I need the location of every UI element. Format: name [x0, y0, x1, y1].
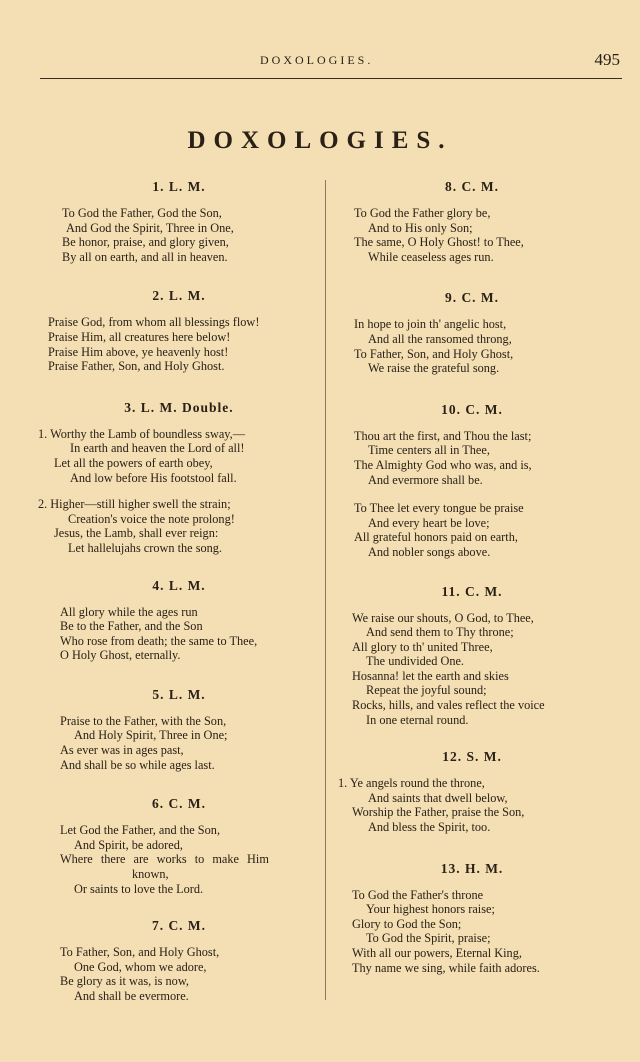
verse-line: And Holy Spirit, Three in One; — [74, 728, 228, 743]
verse-line: Praise Father, Son, and Holy Ghost. — [48, 359, 225, 374]
verse-line: And evermore shall be. — [368, 472, 483, 487]
hymn-heading: 3. L. M. Double. — [124, 399, 234, 415]
page-title: DOXOLOGIES. — [187, 127, 453, 154]
hymn-heading: 11. C. M. — [441, 583, 503, 599]
verse-line: And shall be so while ages last. — [60, 757, 215, 772]
left-column — [38, 175, 320, 1004]
verse-line: Be glory as it was, is now, — [60, 974, 189, 989]
hymn-heading: 7. C. M. — [151, 918, 207, 934]
verse-line: To God the Spirit, praise; — [366, 931, 491, 946]
verse-line: To God the Father's throne — [352, 887, 484, 902]
hymn-heading: 2. L. M. — [152, 288, 206, 304]
page-header — [40, 50, 622, 80]
doxology-6 — [38, 792, 320, 896]
doxology-4 — [38, 574, 320, 663]
verse-line: To Father, Son, and Holy Ghost, — [60, 945, 220, 960]
hymn-heading: 12. S. M. — [442, 749, 502, 765]
page-number: 495 — [594, 50, 620, 69]
verse-line: To Thee let every tongue be praise — [354, 501, 524, 516]
doxology-1 — [38, 175, 320, 264]
verse — [338, 611, 606, 728]
verse — [338, 429, 606, 487]
doxology-2 — [38, 284, 320, 373]
verse — [38, 427, 320, 485]
verse — [338, 776, 606, 834]
verse-line: Rocks, hills, and vales reflect the voice — [352, 698, 545, 713]
hymn-heading: 6. C. M. — [151, 796, 207, 812]
verse-line: We raise the grateful song. — [368, 361, 500, 376]
verse-line: And to His only Son; — [368, 220, 473, 235]
verse-line: O Holy Ghost, eternally. — [60, 648, 181, 663]
verse-line: One God, whom we adore, — [74, 959, 207, 974]
verse — [38, 497, 320, 555]
hymn-heading: 10. C. M. — [441, 401, 503, 417]
doxology-10 — [338, 398, 606, 560]
verse-line: Let God the Father, and the Son, — [60, 823, 221, 838]
verse-line: Who rose from death; the same to Thee, — [60, 633, 258, 648]
verse-line: And every heart be love; — [368, 515, 490, 530]
verse-line: By all on earth, and all in heaven. — [62, 249, 228, 264]
column-divider — [325, 180, 326, 1000]
verse-line: With all our powers, Eternal King, — [352, 946, 522, 960]
doxology-13 — [338, 857, 606, 976]
verse-line: Creation's voice the note prolong! — [68, 511, 235, 526]
doxology-5 — [38, 683, 320, 772]
doxology-9 — [338, 286, 606, 375]
verse-line: Be honor, praise, and glory given, — [62, 235, 229, 250]
verse — [338, 888, 606, 976]
hymn-heading: 13. H. M. — [440, 860, 504, 876]
verse-line: In one eternal round. — [366, 712, 469, 727]
running-head: DOXOLOGIES. — [260, 53, 374, 67]
verse-line: Be to the Father, and the Son — [60, 619, 203, 634]
hymn-heading: 8. C. M. — [444, 179, 500, 194]
verse-line: The Almighty God who was, and is, — [354, 457, 532, 472]
verse — [38, 823, 320, 896]
verse-line: We raise our shouts, O God, to Thee, — [352, 610, 534, 625]
verse-line: Hosanna! let the earth and skies — [352, 668, 509, 683]
verse — [38, 315, 320, 373]
verse-line: 1. Worthy the Lamb of boundless sway,— — [38, 426, 246, 441]
verse-line: The undivided One. — [366, 654, 465, 669]
verse — [338, 501, 606, 559]
hymn-heading: 9. C. M. — [444, 290, 500, 306]
verse — [38, 714, 320, 772]
verse — [38, 945, 320, 1003]
verse-line: As ever was in ages past, — [60, 743, 184, 758]
verse-line: 2. Higher—still higher swell the strain; — [38, 497, 231, 512]
verse-line: And low before His footstool fall. — [70, 470, 237, 485]
verse-line: Thou art the first, and Thou the last; — [354, 428, 532, 443]
verse-line: The same, O Holy Ghost! to Thee, — [354, 235, 524, 250]
verse-line: All glory to th' united Three, — [352, 639, 493, 654]
hymn-heading: 5. L. M. — [152, 686, 206, 702]
verse-line: In hope to join th' angelic host, — [354, 317, 507, 332]
verse — [38, 206, 320, 264]
verse-line: Jesus, the Lamb, shall ever reign: — [54, 526, 219, 541]
verse-line: Where there are works to make Him — [60, 852, 269, 867]
verse-line: 1. Ye angels round the throne, — [338, 776, 485, 791]
verse-line: Praise God, from whom all blessings flow! — [48, 315, 260, 330]
doxology-3 — [38, 396, 320, 556]
verse-line: Time centers all in Thee, — [368, 443, 490, 458]
doxology-11 — [338, 580, 606, 728]
verse-line: And send them to Thy throne; — [366, 625, 514, 640]
verse-line: To Father, Son, and Holy Ghost, — [354, 346, 514, 361]
verse-line: And bless the Spirit, too. — [368, 820, 491, 835]
verse-line: All glory while the ages run — [60, 604, 198, 619]
verse-line: While ceaseless ages run. — [368, 249, 494, 264]
verse-line: Or saints to love the Lord. — [74, 881, 204, 896]
hymn-heading: 1. L. M. — [152, 179, 206, 194]
verse-line: Thy name we sing, while faith adores. — [352, 960, 540, 975]
doxology-12 — [338, 745, 606, 834]
verse — [338, 206, 606, 264]
verse-line: known, — [132, 867, 169, 882]
verse-line: And all the ransomed throng, — [368, 331, 512, 346]
verse-line: And Spirit, be adored, — [74, 837, 183, 852]
verse-line: To God the Father, God the Son, — [62, 206, 222, 220]
verse-line: Praise Him, all creatures here below! — [48, 329, 231, 344]
verse-line: Glory to God the Son; — [352, 916, 462, 931]
verse-line: And shall be evermore. — [74, 989, 189, 1003]
verse — [38, 605, 320, 663]
hymn-heading: 4. L. M. — [152, 577, 206, 593]
verse-line: Your highest honors raise; — [366, 902, 495, 917]
doxology-8 — [338, 175, 606, 264]
verse-line: And God the Spirit, Three in One, — [66, 220, 234, 235]
verse-line: Let hallelujahs crown the song. — [68, 540, 223, 555]
verse-line: Praise Him above, ye heavenly host! — [48, 344, 229, 359]
right-column — [338, 175, 606, 975]
verse-line: Let all the powers of earth obey, — [54, 455, 213, 470]
verse-line: In earth and heaven the Lord of all! — [70, 441, 245, 456]
verse-line: Praise to the Father, with the Son, — [60, 713, 227, 728]
verse-line: Worship the Father, praise the Son, — [352, 805, 525, 820]
verse — [338, 317, 606, 375]
verse-line: And saints that dwell below, — [368, 790, 508, 805]
verse-line: And nobler songs above. — [368, 544, 491, 559]
verse-line: Repeat the joyful sound; — [366, 683, 487, 698]
header-rule — [40, 78, 622, 79]
verse-line: To God the Father glory be, — [354, 206, 491, 220]
verse-line: All grateful honors paid on earth, — [354, 530, 518, 545]
doxology-7 — [38, 914, 320, 1003]
